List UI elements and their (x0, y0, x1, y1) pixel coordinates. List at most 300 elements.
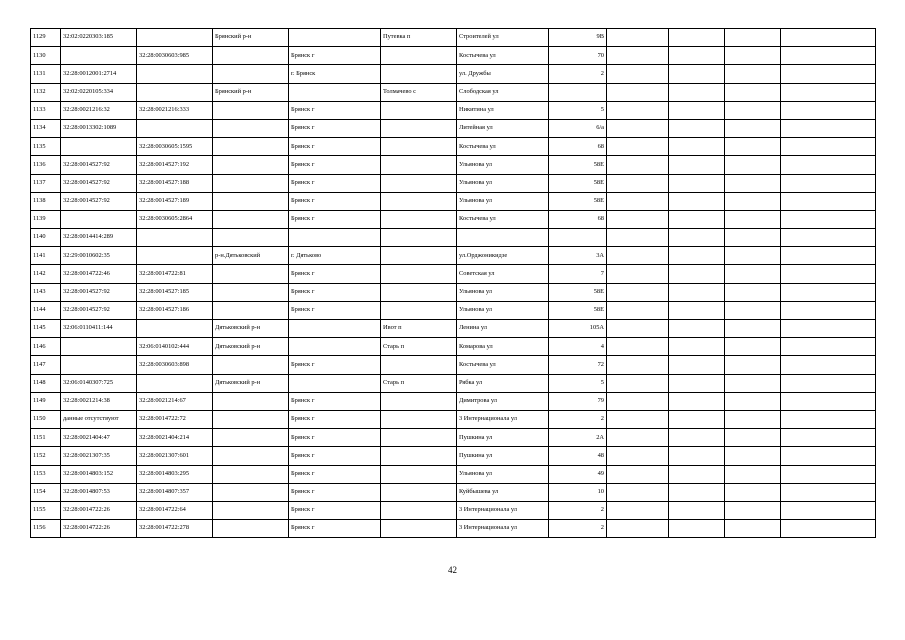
row-number-cell: 1147 (31, 356, 61, 374)
table-row (31, 410, 876, 428)
empty-cell (725, 520, 781, 538)
table-row (31, 29, 876, 47)
street-cell: 3 Интернационала ул (457, 501, 549, 519)
cadastral-number-cell: 32:28:0021404:47 (61, 429, 137, 447)
empty-cell (725, 47, 781, 65)
cadastral-room-cell: 32:28:0030605:1595 (137, 138, 213, 156)
empty-cell (669, 83, 725, 101)
row-number-cell: 1144 (31, 301, 61, 319)
city-cell (289, 374, 381, 392)
empty-cell (607, 210, 669, 228)
row-number-cell: 1135 (31, 138, 61, 156)
street-cell: Рябка ул (457, 374, 549, 392)
cadastral-room-cell: 32:28:0014722:278 (137, 520, 213, 538)
street-cell: Димитрова ул (457, 392, 549, 410)
empty-cell (725, 447, 781, 465)
city-cell: Брянск г (289, 210, 381, 228)
district-cell (213, 520, 289, 538)
house-number-cell: 48 (549, 447, 607, 465)
empty-cell (607, 410, 669, 428)
cadastral-number-cell: 32:28:0012001:2714 (61, 65, 137, 83)
city-cell: г. Дятьково (289, 247, 381, 265)
settlement-cell (381, 174, 457, 192)
house-number-cell: 79 (549, 392, 607, 410)
settlement-cell: Путевка п (381, 29, 457, 47)
settlement-cell (381, 101, 457, 119)
empty-cell (607, 283, 669, 301)
empty-cell (607, 192, 669, 210)
empty-cell (607, 374, 669, 392)
cadastral-room-cell: 32:28:0021307:601 (137, 447, 213, 465)
cadastral-number-cell: 32:28:0014527:92 (61, 174, 137, 192)
cadastral-room-cell: 32:06:0140102:444 (137, 338, 213, 356)
city-cell (289, 338, 381, 356)
district-cell (213, 465, 289, 483)
table-row (31, 156, 876, 174)
empty-cell (607, 174, 669, 192)
house-number-cell: 2 (549, 501, 607, 519)
empty-cell (669, 210, 725, 228)
empty-cell (781, 410, 876, 428)
street-cell (457, 229, 549, 247)
empty-cell (725, 265, 781, 283)
house-number-cell: 9В (549, 29, 607, 47)
city-cell: Брянск г (289, 119, 381, 137)
cadastral-room-cell: 32:28:0021216:333 (137, 101, 213, 119)
empty-cell (607, 101, 669, 119)
empty-cell (725, 138, 781, 156)
house-number-cell: 68 (549, 210, 607, 228)
city-cell: Брянск г (289, 156, 381, 174)
row-number-cell: 1153 (31, 465, 61, 483)
empty-cell (725, 483, 781, 501)
cadastral-number-cell (61, 47, 137, 65)
street-cell: Ульянова ул (457, 156, 549, 174)
street-cell: Костычева ул (457, 356, 549, 374)
empty-cell (725, 392, 781, 410)
empty-cell (725, 356, 781, 374)
street-cell: Советская ул (457, 265, 549, 283)
empty-cell (781, 119, 876, 137)
empty-cell (669, 138, 725, 156)
settlement-cell (381, 447, 457, 465)
empty-cell (725, 156, 781, 174)
settlement-cell (381, 410, 457, 428)
empty-cell (725, 247, 781, 265)
district-cell (213, 356, 289, 374)
settlement-cell (381, 429, 457, 447)
empty-cell (781, 174, 876, 192)
empty-cell (725, 283, 781, 301)
street-cell: Костычева ул (457, 210, 549, 228)
row-number-cell: 1131 (31, 65, 61, 83)
house-number-cell: 49 (549, 465, 607, 483)
table-body (31, 29, 876, 538)
row-number-cell: 1129 (31, 29, 61, 47)
settlement-cell (381, 65, 457, 83)
cadastral-number-cell: 32:28:0014722:46 (61, 265, 137, 283)
empty-cell (725, 119, 781, 137)
row-number-cell: 1140 (31, 229, 61, 247)
street-cell: Ульянова ул (457, 301, 549, 319)
settlement-cell (381, 229, 457, 247)
district-cell: Брянский р-н (213, 29, 289, 47)
city-cell: Брянск г (289, 47, 381, 65)
cadastral-number-cell: 32:28:0021214:38 (61, 392, 137, 410)
empty-cell (669, 65, 725, 83)
cadastral-number-cell: 32:02:0220105:334 (61, 83, 137, 101)
empty-cell (781, 356, 876, 374)
street-cell: Костычева ул (457, 138, 549, 156)
empty-cell (725, 410, 781, 428)
cadastral-number-cell: 32:28:0014807:53 (61, 483, 137, 501)
empty-cell (669, 429, 725, 447)
empty-cell (669, 192, 725, 210)
table-row (31, 356, 876, 374)
empty-cell (725, 429, 781, 447)
house-number-cell: 5 (549, 101, 607, 119)
house-number-cell: 72 (549, 356, 607, 374)
empty-cell (781, 483, 876, 501)
district-cell (213, 210, 289, 228)
cadastral-number-cell (61, 138, 137, 156)
district-cell (213, 174, 289, 192)
empty-cell (607, 338, 669, 356)
district-cell (213, 501, 289, 519)
empty-cell (781, 192, 876, 210)
row-number-cell: 1134 (31, 119, 61, 137)
city-cell: Брянск г (289, 356, 381, 374)
empty-cell (607, 156, 669, 174)
row-number-cell: 1143 (31, 283, 61, 301)
street-cell: Ленина ул (457, 320, 549, 338)
district-cell (213, 283, 289, 301)
house-number-cell: 58Е (549, 301, 607, 319)
empty-cell (607, 83, 669, 101)
city-cell: Брянск г (289, 301, 381, 319)
empty-cell (607, 301, 669, 319)
city-cell: Брянск г (289, 447, 381, 465)
empty-cell (781, 465, 876, 483)
city-cell (289, 229, 381, 247)
row-number-cell: 1139 (31, 210, 61, 228)
empty-cell (781, 29, 876, 47)
house-number-cell: 3А (549, 247, 607, 265)
cadastral-number-cell: 32:28:0014803:152 (61, 465, 137, 483)
street-cell: ул. Дружбы (457, 65, 549, 83)
empty-cell (607, 229, 669, 247)
cadastral-room-cell (137, 320, 213, 338)
table-row (31, 465, 876, 483)
empty-cell (669, 410, 725, 428)
settlement-cell (381, 520, 457, 538)
empty-cell (725, 192, 781, 210)
house-number-cell: 2 (549, 65, 607, 83)
city-cell: Брянск г (289, 174, 381, 192)
cadastral-room-cell: 32:28:0030603:985 (137, 47, 213, 65)
district-cell (213, 65, 289, 83)
empty-cell (607, 247, 669, 265)
empty-cell (781, 501, 876, 519)
empty-cell (607, 483, 669, 501)
empty-cell (781, 47, 876, 65)
house-number-cell: 10 (549, 483, 607, 501)
settlement-cell (381, 283, 457, 301)
city-cell: г. Брянск (289, 65, 381, 83)
district-cell (213, 192, 289, 210)
cadastral-number-cell: 32:28:0014527:92 (61, 156, 137, 174)
house-number-cell: 7 (549, 265, 607, 283)
empty-cell (669, 392, 725, 410)
empty-cell (669, 156, 725, 174)
empty-cell (669, 47, 725, 65)
house-number-cell: 4 (549, 338, 607, 356)
empty-cell (781, 265, 876, 283)
empty-cell (607, 47, 669, 65)
cadastral-number-cell: 32:28:0014722:26 (61, 501, 137, 519)
settlement-cell: Толмачево с (381, 83, 457, 101)
table-row (31, 83, 876, 101)
empty-cell (607, 429, 669, 447)
cadastral-room-cell: 32:28:0014527:192 (137, 156, 213, 174)
table-row (31, 447, 876, 465)
table-row (31, 174, 876, 192)
settlement-cell (381, 247, 457, 265)
empty-cell (781, 283, 876, 301)
house-number-cell: 58Е (549, 192, 607, 210)
empty-cell (669, 247, 725, 265)
city-cell: Брянск г (289, 465, 381, 483)
empty-cell (669, 283, 725, 301)
empty-cell (781, 229, 876, 247)
page-number: 42 (448, 565, 457, 575)
district-cell: Брянский р-н (213, 83, 289, 101)
district-cell (213, 265, 289, 283)
empty-cell (607, 392, 669, 410)
settlement-cell (381, 119, 457, 137)
house-number-cell (549, 229, 607, 247)
house-number-cell: 5 (549, 374, 607, 392)
row-number-cell: 1150 (31, 410, 61, 428)
table-row (31, 520, 876, 538)
district-cell (213, 429, 289, 447)
empty-cell (781, 429, 876, 447)
empty-cell (781, 65, 876, 83)
empty-cell (669, 320, 725, 338)
district-cell (213, 119, 289, 137)
cadastral-number-cell: 32:06:0110411:144 (61, 320, 137, 338)
empty-cell (607, 520, 669, 538)
empty-cell (607, 29, 669, 47)
street-cell: Пушкина ул (457, 429, 549, 447)
street-cell: Пушкина ул (457, 447, 549, 465)
street-cell: Костычева ул (457, 47, 549, 65)
settlement-cell (381, 156, 457, 174)
empty-cell (669, 520, 725, 538)
street-cell: Строителей ул (457, 29, 549, 47)
city-cell (289, 320, 381, 338)
row-number-cell: 1130 (31, 47, 61, 65)
cadastral-room-cell: 32:28:0014527:189 (137, 192, 213, 210)
cadastral-number-cell: 32:28:0014527:92 (61, 301, 137, 319)
table-row (31, 501, 876, 519)
cadastral-room-cell: 32:28:0014722:81 (137, 265, 213, 283)
cadastral-number-cell: 32:06:0140307:725 (61, 374, 137, 392)
house-number-cell: 6/а (549, 119, 607, 137)
city-cell: Брянск г (289, 410, 381, 428)
street-cell: Литейная ул (457, 119, 549, 137)
empty-cell (669, 265, 725, 283)
row-number-cell: 1138 (31, 192, 61, 210)
empty-cell (781, 338, 876, 356)
district-cell: Дятьковский р-н (213, 374, 289, 392)
city-cell: Брянск г (289, 138, 381, 156)
city-cell: Брянск г (289, 501, 381, 519)
settlement-cell (381, 392, 457, 410)
row-number-cell: 1155 (31, 501, 61, 519)
empty-cell (607, 265, 669, 283)
house-number-cell: 2А (549, 429, 607, 447)
house-number-cell: 68 (549, 138, 607, 156)
registry-table (30, 28, 876, 538)
cadastral-room-cell (137, 229, 213, 247)
street-cell: Ульянова ул (457, 192, 549, 210)
empty-cell (669, 101, 725, 119)
empty-cell (725, 465, 781, 483)
cadastral-room-cell: 32:28:0030605:2864 (137, 210, 213, 228)
street-cell: Никитина ул (457, 101, 549, 119)
empty-cell (607, 356, 669, 374)
city-cell: Брянск г (289, 192, 381, 210)
table-row (31, 138, 876, 156)
table-row (31, 320, 876, 338)
empty-cell (725, 83, 781, 101)
city-cell: Брянск г (289, 101, 381, 119)
settlement-cell (381, 47, 457, 65)
table-row (31, 101, 876, 119)
cadastral-room-cell: 32:28:0014722:72 (137, 410, 213, 428)
district-cell (213, 301, 289, 319)
house-number-cell: 105А (549, 320, 607, 338)
cadastral-room-cell: 32:28:0014722:64 (137, 501, 213, 519)
settlement-cell (381, 356, 457, 374)
empty-cell (781, 156, 876, 174)
table-row (31, 283, 876, 301)
table-row (31, 338, 876, 356)
empty-cell (669, 174, 725, 192)
house-number-cell: 2 (549, 410, 607, 428)
row-number-cell: 1154 (31, 483, 61, 501)
cadastral-number-cell: 32:28:0014527:92 (61, 283, 137, 301)
street-cell: Ульянова ул (457, 465, 549, 483)
street-cell: 3 Интернационала ул (457, 520, 549, 538)
table-row (31, 265, 876, 283)
cadastral-room-cell (137, 247, 213, 265)
empty-cell (607, 320, 669, 338)
district-cell (213, 410, 289, 428)
empty-cell (725, 501, 781, 519)
district-cell: Дятьковский р-н (213, 338, 289, 356)
cadastral-number-cell: 32:02:0220303:185 (61, 29, 137, 47)
row-number-cell: 1145 (31, 320, 61, 338)
empty-cell (669, 374, 725, 392)
empty-cell (781, 447, 876, 465)
street-cell: 3 Интернационала ул (457, 410, 549, 428)
cadastral-number-cell (61, 338, 137, 356)
empty-cell (781, 83, 876, 101)
street-cell: Ульянова ул (457, 283, 549, 301)
cadastral-number-cell: данные отсутствуют (61, 410, 137, 428)
house-number-cell: 70 (549, 47, 607, 65)
table-row (31, 429, 876, 447)
row-number-cell: 1156 (31, 520, 61, 538)
city-cell: Брянск г (289, 392, 381, 410)
row-number-cell: 1132 (31, 83, 61, 101)
empty-cell (725, 29, 781, 47)
empty-cell (725, 301, 781, 319)
table-row (31, 301, 876, 319)
empty-cell (781, 210, 876, 228)
city-cell: Брянск г (289, 429, 381, 447)
table-row (31, 192, 876, 210)
district-cell: Дятьковский р-н (213, 320, 289, 338)
cadastral-room-cell (137, 374, 213, 392)
settlement-cell (381, 483, 457, 501)
empty-cell (781, 374, 876, 392)
district-cell: р-н.Дятьковский (213, 247, 289, 265)
street-cell: Куйбышева ул (457, 483, 549, 501)
house-number-cell: 58Е (549, 283, 607, 301)
table-row (31, 210, 876, 228)
empty-cell (607, 501, 669, 519)
house-number-cell: 58Е (549, 156, 607, 174)
settlement-cell: Старь п (381, 374, 457, 392)
city-cell: Брянск г (289, 283, 381, 301)
cadastral-room-cell: 32:28:0014527:186 (137, 301, 213, 319)
settlement-cell (381, 210, 457, 228)
settlement-cell (381, 192, 457, 210)
cadastral-room-cell: 32:28:0014803:295 (137, 465, 213, 483)
row-number-cell: 1133 (31, 101, 61, 119)
cadastral-room-cell: 32:28:0014807:357 (137, 483, 213, 501)
empty-cell (725, 338, 781, 356)
empty-cell (725, 174, 781, 192)
empty-cell (781, 247, 876, 265)
row-number-cell: 1146 (31, 338, 61, 356)
row-number-cell: 1148 (31, 374, 61, 392)
empty-cell (669, 301, 725, 319)
cadastral-number-cell: 32:28:0021216:32 (61, 101, 137, 119)
empty-cell (781, 392, 876, 410)
empty-cell (669, 447, 725, 465)
empty-cell (607, 138, 669, 156)
house-number-cell (549, 83, 607, 101)
table-row (31, 392, 876, 410)
empty-cell (607, 447, 669, 465)
settlement-cell: Старь п (381, 338, 457, 356)
settlement-cell (381, 301, 457, 319)
cadastral-room-cell: 32:28:0014527:185 (137, 283, 213, 301)
street-cell: ул.Орджоникидзе (457, 247, 549, 265)
empty-cell (725, 229, 781, 247)
empty-cell (669, 483, 725, 501)
settlement-cell (381, 501, 457, 519)
cadastral-number-cell: 32:28:0013302:1089 (61, 119, 137, 137)
cadastral-room-cell (137, 65, 213, 83)
empty-cell (669, 338, 725, 356)
district-cell (213, 447, 289, 465)
cadastral-room-cell: 32:28:0030603:898 (137, 356, 213, 374)
